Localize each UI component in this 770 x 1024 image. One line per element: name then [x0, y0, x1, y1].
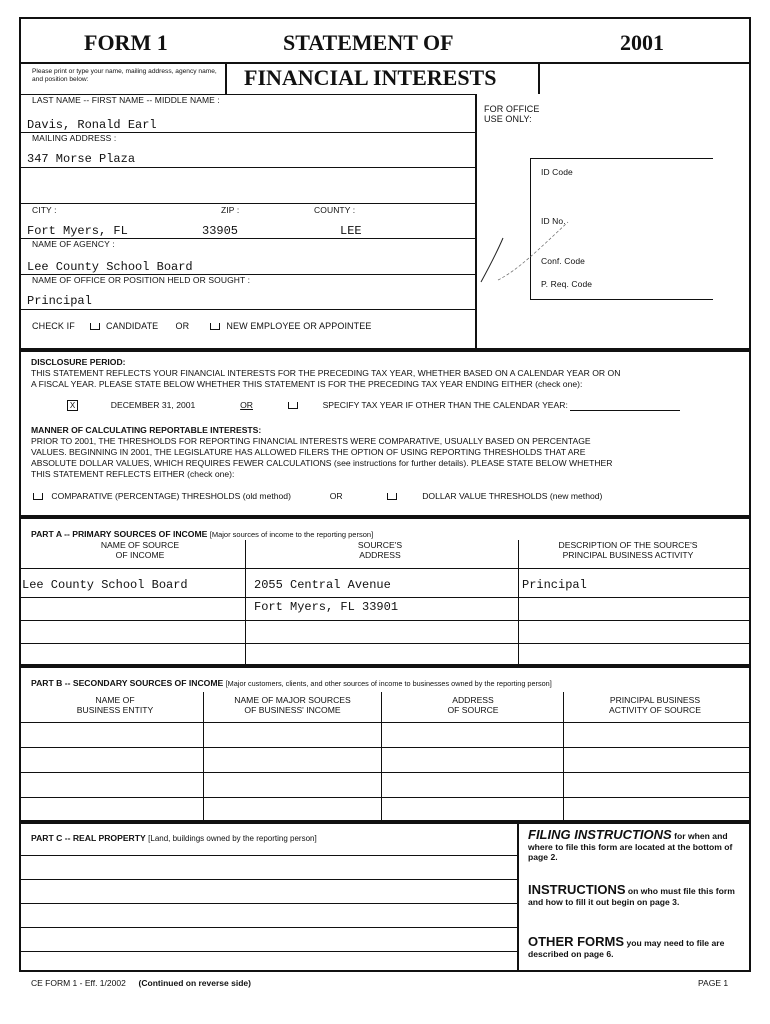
- manner-line-1: PRIOR TO 2001, THE THRESHOLDS FOR REPORTING FINANCIAL INTERESTS WERE COMPARATIVE, USUALLY BASED ON PERCENTAGE: [31, 436, 591, 446]
- office-label-2: USE ONLY:: [484, 114, 532, 124]
- id-no-label: ID No.: [541, 216, 566, 226]
- name-label: LAST NAME -- FIRST NAME -- MIDDLE NAME :: [32, 95, 220, 105]
- check-if-label: CHECK IF: [32, 321, 75, 331]
- part-c-title-row: [31, 833, 317, 845]
- part-a-row1-description[interactable]: Principal: [522, 578, 587, 592]
- county-value[interactable]: LEE: [340, 224, 362, 238]
- part-b-col3-header: ADDRESS OF SOURCE: [447, 695, 499, 715]
- part-a-col1-header: NAME OF SOURCE OF INCOME: [100, 540, 180, 560]
- part-a-subtitle: [Major sources of income to the reporting person]: [209, 530, 374, 539]
- or-label: OR: [175, 321, 190, 331]
- part-a-col3-header: DESCRIPTION OF THE SOURCE'S PRINCIPAL BUSINESS ACTIVITY: [558, 540, 698, 560]
- part-b-subtitle: [Major customers, clients, and other sources of income to businesses owned by the reporting person]: [225, 679, 552, 688]
- conf-code-label: Conf. Code: [541, 256, 585, 266]
- filing-instructions-note: FILING INSTRUCTIONS for when and where to file this form are located at the bottom of page 2.: [528, 827, 733, 862]
- title-line-2: FINANCIAL INTERESTS: [244, 65, 497, 90]
- disclosure-text-1: THIS STATEMENT REFLECTS YOUR FINANCIAL INTERESTS FOR THE PRECEDING TAX YEAR, WHETHER BASED ON A CALENDAR YEAR OR ON: [31, 368, 621, 378]
- part-c-subtitle: [Land, buildings owned by the reporting person]: [148, 834, 317, 843]
- position-value[interactable]: Principal: [27, 294, 92, 308]
- zip-value[interactable]: 33905: [202, 224, 239, 238]
- candidate-checkbox[interactable]: [90, 323, 100, 330]
- period-row: [67, 400, 680, 411]
- footer-page: PAGE 1: [698, 978, 729, 988]
- candidate-label: CANDIDATE: [106, 321, 159, 331]
- office-label-1: FOR OFFICE: [484, 104, 540, 114]
- city-label: CITY :: [32, 205, 57, 215]
- title-line-1: STATEMENT OF: [283, 30, 454, 55]
- disclosure-heading: DISCLOSURE PERIOD:: [31, 357, 126, 367]
- part-a-row1-name[interactable]: Lee County School Board: [22, 578, 188, 592]
- new-employee-checkbox[interactable]: [210, 323, 220, 330]
- p-req-code-label: P. Req. Code: [541, 279, 593, 289]
- dec-option-label: DECEMBER 31, 2001: [110, 400, 196, 410]
- county-label: COUNTY :: [314, 205, 356, 215]
- mailing-value[interactable]: 347 Morse Plaza: [27, 152, 136, 166]
- id-code-label: ID Code: [541, 167, 573, 177]
- part-a-row2-address[interactable]: Fort Myers, FL 33901: [254, 600, 399, 614]
- part-a-row1-address[interactable]: 2055 Central Avenue: [254, 578, 391, 592]
- part-a-col2-header: SOURCE'S ADDRESS: [357, 540, 403, 560]
- zip-label: ZIP :: [221, 205, 240, 215]
- form-year: 2001: [620, 30, 664, 55]
- office-slash-mark: [478, 200, 588, 290]
- city-value[interactable]: Fort Myers, FL: [27, 224, 128, 238]
- footer-form-id: CE FORM 1 - Eff. 1/2002 (Continued on reverse side): [31, 978, 251, 988]
- mailing-label: MAILING ADDRESS :: [32, 133, 117, 143]
- comparative-checkbox[interactable]: [33, 493, 43, 500]
- method-row: [33, 491, 602, 502]
- part-a-title-row: [31, 529, 373, 541]
- form-label: FORM 1: [84, 30, 168, 55]
- agency-value[interactable]: Lee County School Board: [27, 260, 193, 274]
- dollar-checkbox[interactable]: [387, 493, 397, 500]
- part-b-title: PART B -- SECONDARY SOURCES OF INCOME: [31, 678, 224, 688]
- part-b-col2-header: NAME OF MAJOR SOURCES OF BUSINESS' INCOME: [234, 695, 351, 715]
- agency-label: NAME OF AGENCY :: [32, 239, 115, 249]
- part-c-title: PART C -- REAL PROPERTY: [31, 833, 146, 843]
- check-row: [32, 321, 371, 331]
- manner-heading: MANNER OF CALCULATING REPORTABLE INTERESTS:: [31, 425, 262, 435]
- instructions-note: INSTRUCTIONS on who must file this form and how to fill it out begin on page 3.: [528, 882, 735, 907]
- disclosure-text-2: A FISCAL YEAR. PLEASE STATE BELOW WHETHER THIS STATEMENT IS FOR THE PRECEDING TAX YEAR ENDING EITHER (check one):: [31, 379, 583, 389]
- comparative-label: COMPARATIVE (PERCENTAGE) THRESHOLDS (old method): [51, 491, 291, 501]
- manner-line-2: VALUES. BEGINNING IN 2001, THE LEGISLATURE HAS ALLOWED FILERS THE OPTION OF USING REPORTING THRESHOLDS THAT ARE: [31, 447, 586, 457]
- other-year-checkbox[interactable]: [288, 402, 298, 409]
- part-a-title: PART A -- PRIMARY SOURCES OF INCOME: [31, 529, 208, 539]
- period-or: OR: [240, 400, 253, 410]
- manner-line-4: THIS STATEMENT REFLECTS EITHER (check one):: [31, 469, 235, 479]
- part-b-col4-header: PRINCIPAL BUSINESS ACTIVITY OF SOURCE: [609, 695, 701, 715]
- print-note: Please print or type your name, mailing address, agency name, and position below:: [32, 68, 217, 83]
- part-b-title-row: [31, 678, 552, 690]
- part-b-col1-header: NAME OF BUSINESS ENTITY: [76, 695, 154, 715]
- other-forms-note: OTHER FORMS you may need to file are described on page 6.: [528, 934, 725, 959]
- position-label: NAME OF OFFICE OR POSITION HELD OR SOUGHT :: [32, 275, 251, 285]
- name-value[interactable]: Davis, Ronald Earl: [27, 118, 157, 132]
- method-or: OR: [329, 491, 343, 501]
- footer-continued: (Continued on reverse side): [138, 978, 251, 988]
- manner-line-3: ABSOLUTE DOLLAR VALUES, WHICH REQUIRES FEWER CALCULATIONS (see instructions for further details). PLEASE STATE BELOW WHETHER: [31, 458, 613, 468]
- dec-checkbox[interactable]: X: [67, 400, 78, 411]
- new-employee-label: NEW EMPLOYEE OR APPOINTEE: [226, 321, 372, 331]
- dollar-label: DOLLAR VALUE THRESHOLDS (new method): [422, 491, 603, 501]
- other-year-label: SPECIFY TAX YEAR IF OTHER THAN THE CALENDAR YEAR:: [322, 400, 568, 410]
- other-year-field[interactable]: [570, 410, 680, 411]
